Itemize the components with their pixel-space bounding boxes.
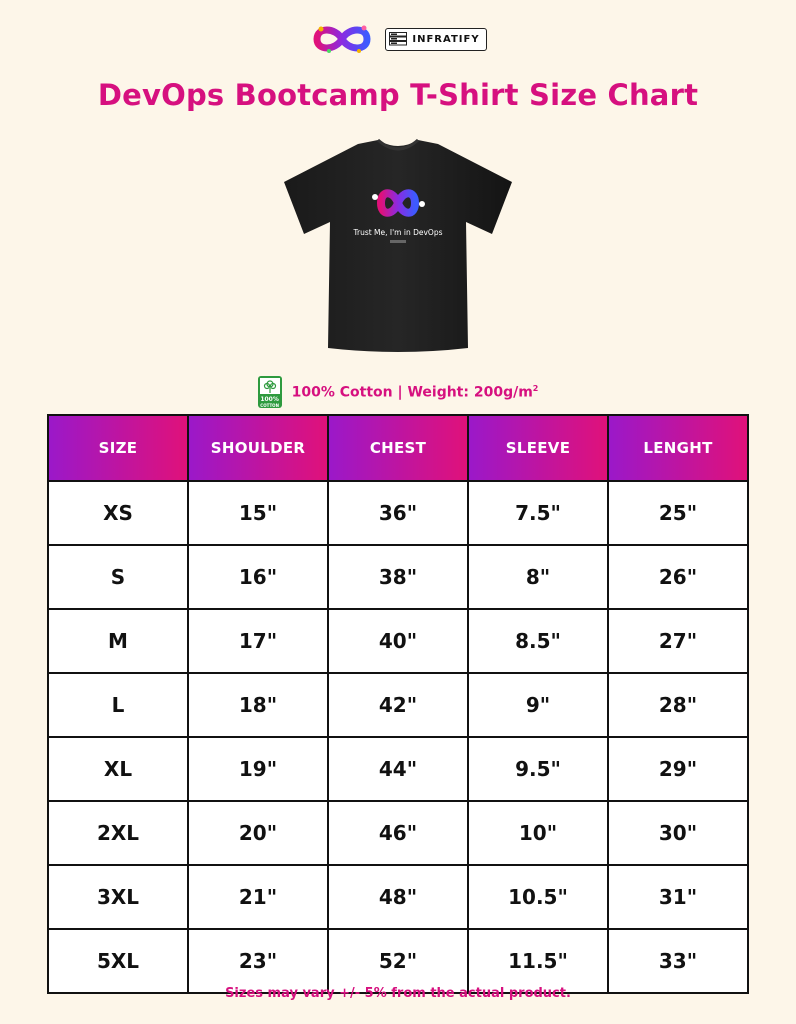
table-cell-size: XS xyxy=(48,481,188,545)
table-header-row xyxy=(48,415,748,481)
cotton-badge-label: COTTON xyxy=(260,403,279,408)
table-row xyxy=(48,801,748,865)
logo-bar xyxy=(0,22,796,56)
column-header-shoulder: SHOULDER xyxy=(188,415,328,481)
table-cell-chest: 44" xyxy=(328,737,468,801)
table-cell-shoulder: 20" xyxy=(188,801,328,865)
table-cell-lenght: 25" xyxy=(608,481,748,545)
brand-name: INFRATIFY xyxy=(412,33,480,45)
material-text xyxy=(292,384,539,401)
table-cell-size: S xyxy=(48,545,188,609)
table-cell-lenght: 27" xyxy=(608,609,748,673)
table-cell-sleeve: 11.5" xyxy=(468,929,608,993)
table-body xyxy=(48,481,748,993)
table-row xyxy=(48,545,748,609)
table-cell-sleeve: 8.5" xyxy=(468,609,608,673)
table-cell-shoulder: 16" xyxy=(188,545,328,609)
table-cell-sleeve: 9.5" xyxy=(468,737,608,801)
table-cell-chest: 48" xyxy=(328,865,468,929)
table-cell-lenght: 28" xyxy=(608,673,748,737)
table-cell-lenght: 33" xyxy=(608,929,748,993)
size-disclaimer: Sizes may vary +/- 5% from the actual product. xyxy=(225,986,571,1001)
table-row xyxy=(48,865,748,929)
page-title: DevOps Bootcamp T-Shirt Size Chart xyxy=(97,78,699,112)
table-cell-chest: 46" xyxy=(328,801,468,865)
column-header-sleeve: SLEEVE xyxy=(468,415,608,481)
cotton-flower-icon xyxy=(263,379,277,393)
column-header-size: SIZE xyxy=(48,415,188,481)
material-superscript: 2 xyxy=(532,383,539,393)
server-icon xyxy=(389,32,407,46)
devops-infinity-logo xyxy=(309,22,375,56)
table-row xyxy=(48,481,748,545)
table-cell-size: 5XL xyxy=(48,929,188,993)
table-cell-lenght: 29" xyxy=(608,737,748,801)
infratify-logo xyxy=(385,28,486,51)
table-row xyxy=(48,673,748,737)
tshirt-print-text: Trust Me, I'm in DevOps xyxy=(353,228,443,237)
table-cell-chest: 36" xyxy=(328,481,468,545)
cotton-badge-percent: 100% xyxy=(260,396,279,403)
table-cell-shoulder: 18" xyxy=(188,673,328,737)
table-cell-sleeve: 7.5" xyxy=(468,481,608,545)
size-chart-table xyxy=(47,414,749,994)
table-cell-shoulder: 17" xyxy=(188,609,328,673)
table-cell-size: 2XL xyxy=(48,801,188,865)
table-cell-size: 3XL xyxy=(48,865,188,929)
column-header-lenght: LENGHT xyxy=(608,415,748,481)
table-cell-chest: 40" xyxy=(328,609,468,673)
table-cell-size: XL xyxy=(48,737,188,801)
table-cell-lenght: 26" xyxy=(608,545,748,609)
table-cell-sleeve: 10" xyxy=(468,801,608,865)
table-row xyxy=(48,737,748,801)
table-row xyxy=(48,929,748,993)
table-cell-shoulder: 19" xyxy=(188,737,328,801)
tshirt-image xyxy=(280,136,516,356)
table-cell-shoulder: 23" xyxy=(188,929,328,993)
table-cell-chest: 42" xyxy=(328,673,468,737)
cotton-icon xyxy=(258,376,282,408)
material-info xyxy=(0,376,796,408)
table-row xyxy=(48,609,748,673)
tshirt-illustration xyxy=(280,136,516,356)
table-cell-lenght: 30" xyxy=(608,801,748,865)
column-header-chest: CHEST xyxy=(328,415,468,481)
table-cell-chest: 52" xyxy=(328,929,468,993)
table-cell-sleeve: 8" xyxy=(468,545,608,609)
material-description: 100% Cotton | Weight: 200g/m xyxy=(291,384,533,401)
table-cell-shoulder: 15" xyxy=(188,481,328,545)
table-cell-size: L xyxy=(48,673,188,737)
table-cell-size: M xyxy=(48,609,188,673)
table-cell-shoulder: 21" xyxy=(188,865,328,929)
table-cell-sleeve: 9" xyxy=(468,673,608,737)
table-cell-chest: 38" xyxy=(328,545,468,609)
table-cell-sleeve: 10.5" xyxy=(468,865,608,929)
table-cell-lenght: 31" xyxy=(608,865,748,929)
